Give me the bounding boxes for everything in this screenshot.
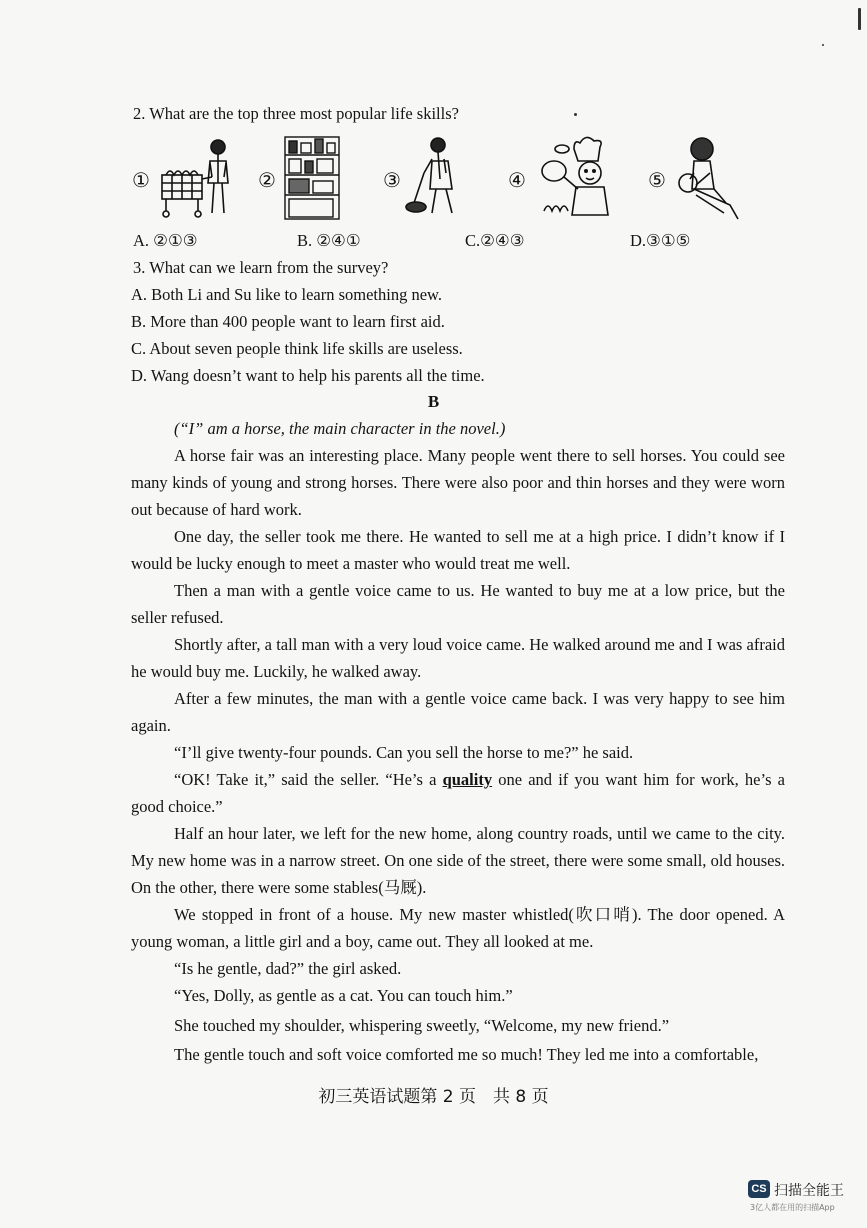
paragraph-1: A horse fair was an interesting place. Many people went there to sell horses. You could see many kinds of young and strong horses. There were also poor and thin horses and they were worn out because of hard work. (131, 446, 785, 519)
chef-cooking-icon (532, 133, 616, 223)
q3-option-c: C. About seven people think life skills are useless. (131, 339, 463, 358)
picture-number-1: ① (132, 170, 150, 192)
paragraph-3: Then a man with a gentle voice came to us. He wanted to buy me at a low price, but the seller refused. (131, 581, 785, 627)
camscanner-logo: CS (748, 1180, 770, 1198)
scan-mark (858, 8, 861, 30)
question-2: 2. What are the top three most popular life skills? (133, 104, 459, 123)
q3-option-a: A. Both Li and Su like to learn something new. (131, 285, 443, 304)
picture-number-4: ④ (508, 170, 526, 192)
kitchen-shelves-icon (283, 133, 343, 223)
paragraph-6: “I’ll give twenty-four pounds. Can you sell the horse to me?” he said. (174, 743, 634, 762)
paragraph-7-end: one and if you want him for work, he’s a good choice.” (131, 770, 785, 816)
highlighted-word-quality: quality (442, 770, 493, 789)
paragraph-7-start: “OK! Take it,” said the seller. “He’s a (174, 770, 443, 789)
paragraph-9: We stopped in front of a house. My new master whistled(吹口哨). The door opened. A young woman, a little girl and a boy, came out. They all looked at me. (131, 905, 785, 951)
paragraph-13: The gentle touch and soft voice comforted me so much! They led me into a comfortable, (174, 1045, 759, 1064)
q2-option-a: A. ②①③ (133, 231, 198, 250)
q2-option-d: D.③①⑤ (630, 231, 691, 250)
paragraph-4: Shortly after, a tall man with a very loud voice came. He walked around me and I was afraid he would buy me. Luckily, he walked away. (131, 635, 785, 681)
question-3: 3. What can we learn from the survey? (133, 258, 389, 277)
passage-intro: (“I” am a horse, the main character in the novel.) (174, 419, 506, 438)
picture-number-5: ⑤ (648, 170, 666, 192)
paragraph-11: “Yes, Dolly, as gentle as a cat. You can touch him.” (174, 986, 513, 1005)
paragraph-8: Half an hour later, we left for the new home, along country roads, until we came to the city. My new home was in a narrow street. On one side of the street, there were some small, old houses. On the other, there were some stables(马厩). (131, 824, 785, 897)
scan-speck (822, 44, 824, 46)
q2-option-c: C.②④③ (465, 231, 525, 250)
vacuum-cleaning-icon (404, 133, 470, 223)
paragraph-10: “Is he gentle, dad?” the girl asked. (174, 959, 402, 978)
first-aid-icon (666, 133, 746, 223)
section-heading: B (427, 392, 440, 411)
page-footer: 初三英语试题第 2 页 共 8 页 (318, 1087, 549, 1107)
picture-number-2: ② (258, 170, 276, 192)
paragraph-5: After a few minutes, the man with a gentle voice came back. I was very happy to see him again. (131, 689, 785, 735)
q2-option-b: B. ②④① (297, 231, 361, 250)
paragraph-7 (131, 766, 785, 820)
camscanner-name: 扫描全能王 (774, 1183, 844, 1199)
q3-option-d: D. Wang doesn’t want to help his parents all the time. (131, 366, 485, 385)
picture-number-3: ③ (383, 170, 401, 192)
paragraph-2: One day, the seller took me there. He wanted to sell me at a high price. I didn’t know if I would be lucky enough to meet a master who would treat me well. (131, 527, 785, 573)
scan-speck (574, 113, 577, 116)
shopping-cart-icon (158, 133, 238, 223)
q3-option-b: B. More than 400 people want to learn first aid. (131, 312, 445, 331)
paragraph-12: She touched my shoulder, whispering sweetly, “Welcome, my new friend.” (174, 1016, 670, 1035)
camscanner-tagline: 3亿人都在用的扫描App (750, 1203, 835, 1212)
